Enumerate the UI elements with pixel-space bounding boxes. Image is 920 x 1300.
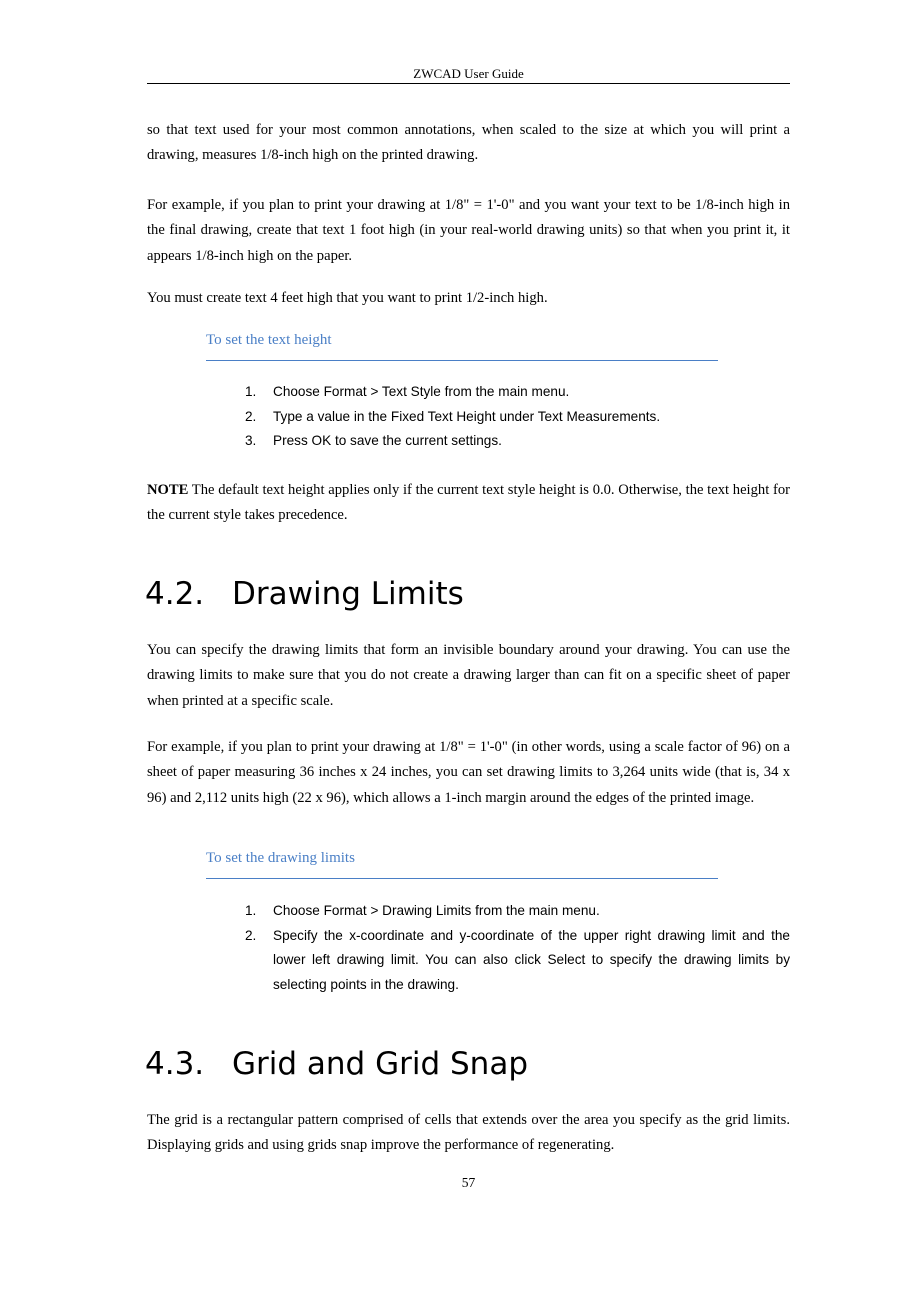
list-item <box>245 429 790 454</box>
list-item <box>245 405 790 430</box>
step-number: 2. <box>245 927 257 943</box>
procedure-steps <box>245 380 790 454</box>
header-divider <box>147 83 790 84</box>
procedure-title: To set the text height <box>206 332 332 348</box>
procedure-divider <box>206 878 718 879</box>
list-item <box>245 924 790 998</box>
note-label: NOTE <box>147 482 189 498</box>
list-item <box>245 380 790 405</box>
page-number: 57 <box>461 1175 476 1190</box>
paragraph: so that text used for your most common annotations, when scaled to the size at which you will print a drawing, measures 1/8-inch high on the printed drawing. <box>147 122 790 164</box>
section-title: Grid and Grid Snap <box>232 1046 528 1082</box>
paragraph: You can specify the drawing limits that form an invisible boundary around your drawing. You can use the drawing limits to make sure that you do not create a drawing larger than can fit on a specific sheet of paper when printed at a specific scale. <box>147 642 790 709</box>
step-text: Type a value in the Fixed Text Height under Text Measurements. <box>273 408 661 424</box>
step-text: Choose Format > Drawing Limits from the main menu. <box>273 903 600 918</box>
procedure-steps <box>245 899 790 998</box>
step-number: 3. <box>245 433 257 449</box>
step-text: Choose Format > Text Style from the main menu. <box>273 384 570 399</box>
section-heading <box>145 576 464 612</box>
paragraph: For example, if you plan to print your drawing at 1/8" = 1'-0" (in other words, using a scale factor of 96) on a sheet of paper measuring 36 inches x 24 inches, you can set drawing limits to 3,264 units wide (that is, 34 x 96) and 2,112 units high (22 x 96), which allows a 1-inch margin around the edges of the printed image. <box>147 739 790 806</box>
note-text: The default text height applies only if the current text style height is 0.0. Otherwise, the text height for the current style takes precedence. <box>147 482 790 524</box>
section-number: 4.2. <box>145 576 205 612</box>
paragraph: For example, if you plan to print your drawing at 1/8" = 1'-0" and you want your text to be 1/8-inch high in the final drawing, create that text 1 foot high (in your real-world drawing units) so that when you print it, it appears 1/8-inch high on the paper. <box>147 197 790 264</box>
note <box>147 478 790 529</box>
step-number: 1. <box>245 903 257 918</box>
list-item <box>245 899 790 924</box>
section-number: 4.3. <box>145 1046 205 1082</box>
step-text: Specify the x-coordinate and y-coordinate of the upper right drawing limit and the lower left drawing limit. You can also click Select to specify the drawing limits by selecting points in the drawing. <box>273 927 790 993</box>
section-title: Drawing Limits <box>232 576 464 612</box>
step-number: 2. <box>245 408 257 424</box>
procedure-divider <box>206 360 718 361</box>
step-number: 1. <box>245 384 257 399</box>
running-header: ZWCAD User Guide <box>413 66 524 81</box>
paragraph: You must create text 4 feet high that you want to print 1/2-inch high. <box>147 290 548 306</box>
section-heading <box>145 1046 528 1082</box>
procedure-title: To set the drawing limits <box>206 850 355 866</box>
step-text: Press OK to save the current settings. <box>273 433 502 449</box>
paragraph: The grid is a rectangular pattern comprised of cells that extends over the area you specify as the grid limits. Displaying grids and using grids snap improve the performance of regenerating. <box>147 1112 790 1154</box>
